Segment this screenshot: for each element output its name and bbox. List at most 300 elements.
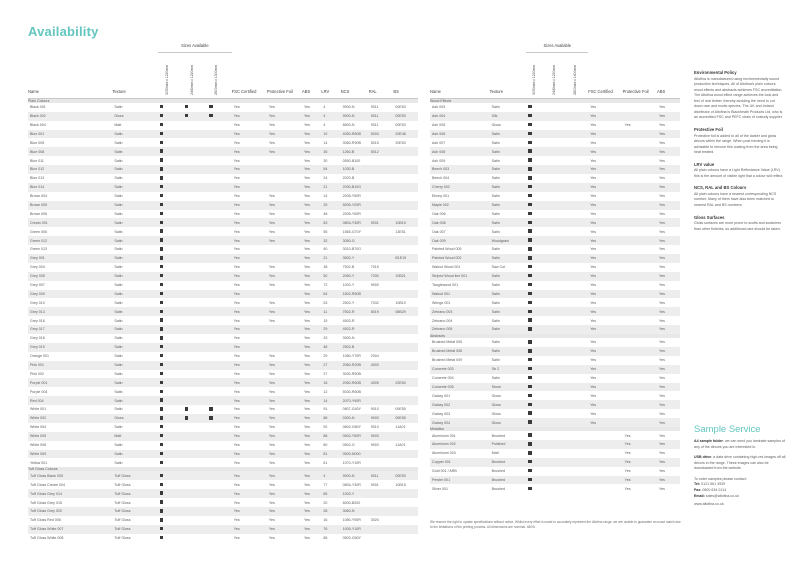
cell-size-1 xyxy=(526,440,547,449)
cell-abs: Yes xyxy=(302,343,321,352)
cell-size-1 xyxy=(158,370,183,379)
cell-size-1 xyxy=(158,290,183,299)
cell-size-3 xyxy=(568,254,589,263)
cell-ral: 4005 xyxy=(369,378,394,387)
cell-abs: Yes xyxy=(302,489,321,498)
cell-texture: Str 2 xyxy=(490,365,527,374)
availability-marker xyxy=(528,238,531,241)
cell-name: Ash 008 xyxy=(430,147,490,156)
cell-size-1 xyxy=(526,245,547,254)
cell-name: Green 012 xyxy=(28,236,112,245)
cell-name: Painted Wood 005 xyxy=(432,247,462,252)
cell-texture: Brushed xyxy=(490,458,527,467)
cell-ral: 9011 xyxy=(369,112,394,121)
col-sizes-group: Sizes Available xyxy=(526,44,588,52)
cell-size-1 xyxy=(158,387,183,396)
availability-marker xyxy=(528,265,531,268)
table-row xyxy=(430,183,680,192)
cell-fsc: Yes xyxy=(590,393,597,398)
availability-marker xyxy=(160,416,163,419)
cell-foil xyxy=(267,343,302,352)
cell-foil xyxy=(623,316,657,325)
cell-texture: Satin xyxy=(491,211,500,216)
cell-size-3 xyxy=(568,263,589,272)
availability-marker xyxy=(528,167,531,170)
cell-abs: Yes xyxy=(304,425,310,430)
table-row xyxy=(430,356,680,365)
cell-name: White 001 xyxy=(30,407,47,412)
table-row xyxy=(430,431,680,440)
cell-size-3 xyxy=(207,396,232,405)
cell-size-3 xyxy=(207,236,232,245)
cell-foil xyxy=(623,374,657,383)
cell-size-3 xyxy=(568,325,589,334)
cell-size-1 xyxy=(158,525,183,534)
cell-name: Beech 004 xyxy=(432,176,450,181)
table-row xyxy=(28,423,418,432)
contact-line[interactable]: Email: sales@altofina.co.uk xyxy=(694,493,740,498)
cell-bs xyxy=(393,489,418,498)
availability-marker xyxy=(160,247,163,250)
cell-foil: Yes xyxy=(268,460,275,465)
cell-abs: Yes xyxy=(659,194,665,199)
cell-foil: Yes xyxy=(267,307,302,316)
cell-size-3 xyxy=(568,409,589,418)
availability-table-right xyxy=(430,44,680,493)
cell-size-1 xyxy=(158,245,183,254)
availability-marker xyxy=(160,292,163,295)
header-row-1 xyxy=(430,44,680,52)
cell-size-2 xyxy=(547,245,568,254)
cell-size-3 xyxy=(568,290,589,299)
cell-fsc: Yes xyxy=(233,318,240,323)
cell-size-1 xyxy=(526,449,547,458)
table-row xyxy=(28,138,418,147)
cell-name: Grey 016 xyxy=(30,318,45,323)
cell-ral: 9011 xyxy=(370,122,379,127)
cell-abs: Yes xyxy=(302,236,321,245)
cell-abs: Yes xyxy=(659,358,665,363)
cell-texture: Gloss xyxy=(491,411,501,416)
cell-fsc: Yes xyxy=(232,183,267,192)
cell-name: Black 002 xyxy=(28,112,112,121)
cell-ral: 9003 xyxy=(369,432,394,441)
cell-fsc: Yes xyxy=(588,325,622,334)
cell-foil xyxy=(623,418,657,427)
cell-foil xyxy=(623,112,657,121)
cell-size-2 xyxy=(547,130,568,139)
website-link[interactable]: www.altofina.co.uk xyxy=(694,502,724,507)
cell-bs xyxy=(393,316,418,325)
cell-name: Blue 001 xyxy=(28,130,112,139)
cell-abs: Yes xyxy=(304,122,310,127)
cell-bs xyxy=(393,281,418,290)
cell-texture: Satin xyxy=(490,290,527,299)
cell-size-1 xyxy=(526,281,547,290)
availability-marker xyxy=(160,345,163,348)
cell-lrv: 27 xyxy=(323,371,328,376)
cell-foil: Yes xyxy=(267,489,302,498)
col-fsc: FSC Certified xyxy=(232,44,267,98)
cell-bs xyxy=(393,516,418,525)
cell-lrv: 4 xyxy=(323,105,326,110)
cell-size-2 xyxy=(183,441,208,450)
cell-size-1 xyxy=(526,409,547,418)
cell-name: Walnut Wood 001 xyxy=(432,265,461,270)
availability-marker xyxy=(209,105,212,108)
table-row xyxy=(28,103,418,112)
cell-texture: Satin xyxy=(491,229,500,234)
cell-ncs: 8500-N xyxy=(342,122,355,127)
cell-name: Green 006 xyxy=(30,229,47,234)
cell-name: Galaxy 004 xyxy=(430,418,490,427)
cell-fsc: Yes xyxy=(590,247,597,252)
cell-lrv: 15 xyxy=(323,318,328,323)
cell-name: Ash 009 xyxy=(432,158,446,163)
sidebar-paragraph: All plain colours have a Light Reflectance Value (LRV) this is the amount of visible light that a colour will reflect. xyxy=(694,168,784,178)
cell-texture: Satin xyxy=(114,176,123,181)
cell-fsc: Yes xyxy=(590,229,597,234)
cell-ncs: 7502-B xyxy=(342,265,355,270)
cell-lrv: 80 xyxy=(323,443,328,448)
cell-foil xyxy=(267,165,302,174)
cell-foil: Yes xyxy=(268,354,275,359)
cell-size-1 xyxy=(526,183,547,192)
sample-service-item: USB drive: a data drive containing high-res images off all décors in the range. These images can also be downloaded from the website. xyxy=(694,455,786,471)
cell-size-3 xyxy=(568,218,589,227)
availability-marker xyxy=(160,283,163,286)
cell-foil xyxy=(623,236,657,245)
cell-size-1 xyxy=(526,156,547,165)
cell-size-2 xyxy=(547,484,568,493)
availability-marker xyxy=(528,256,531,259)
cell-size-3 xyxy=(568,338,589,347)
cell-bs: 08B29 xyxy=(393,307,418,316)
cell-size-2 xyxy=(183,396,208,405)
cell-size-1 xyxy=(158,534,183,543)
cell-foil xyxy=(623,130,657,139)
cell-ral xyxy=(369,201,394,210)
cell-texture: Satin xyxy=(114,407,123,412)
cell-lrv: 76 xyxy=(321,525,340,534)
cell-ncs: 0502-G xyxy=(342,443,355,448)
cell-abs: Yes xyxy=(302,432,321,441)
cell-size-3 xyxy=(568,391,589,400)
cell-bs xyxy=(393,525,418,534)
cell-name: Oak 006 xyxy=(432,211,446,216)
cell-texture: Satin xyxy=(490,183,527,192)
cell-size-3 xyxy=(207,156,232,165)
cell-ral xyxy=(369,396,394,405)
cell-foil: Yes xyxy=(624,451,631,456)
cell-ncs: 3010-B70G xyxy=(342,247,362,252)
cell-size-1 xyxy=(158,352,183,361)
cell-name: Wenge 001 xyxy=(432,300,451,305)
cell-size-1 xyxy=(526,431,547,440)
cell-name: Ash 005 xyxy=(432,122,446,127)
cell-name: Blue 014 xyxy=(28,183,112,192)
table-row xyxy=(28,450,418,459)
cell-size-1 xyxy=(158,498,183,507)
cell-fsc: Yes xyxy=(588,112,622,121)
cell-foil xyxy=(267,334,302,343)
cell-size-3 xyxy=(207,361,232,370)
cell-foil: Yes xyxy=(268,371,275,376)
cell-foil: Yes xyxy=(267,450,302,459)
cell-lrv: 12 xyxy=(323,389,328,394)
cell-lrv: 38 xyxy=(323,265,328,270)
cell-ral xyxy=(369,370,394,379)
cell-bs xyxy=(393,245,418,254)
availability-marker xyxy=(528,158,531,161)
cell-size-2 xyxy=(547,236,568,245)
table-row xyxy=(28,254,418,263)
cell-ral xyxy=(369,458,394,467)
cell-ncs: 1002-Y xyxy=(342,283,355,288)
cell-abs: Yes xyxy=(657,112,680,121)
cell-foil xyxy=(623,174,657,183)
cell-size-3 xyxy=(207,480,232,489)
cell-foil: Yes xyxy=(268,229,275,234)
table-row xyxy=(430,290,680,299)
cell-abs: Yes xyxy=(302,290,321,299)
cell-bs: 10B21 xyxy=(393,272,418,281)
cell-lrv: 30 xyxy=(323,158,328,163)
cell-size-2 xyxy=(547,210,568,219)
size-label: 3050mm x 1220mm xyxy=(165,64,170,95)
sidebar-paragraph: Altofina is manufactured using environmentally sound production techniques. All of Altofina's plain colours, wood effects and abstracts achieves FSC accreditation. The Altofina wood effect range achieves the look and feel of real timber, thereby avoiding the need to cut down rare and exotic species. The UK and Ireland distributor of Altofina is Blackheath Products Ltd, who is an accredited FSC and PEFC chain of custody supplier. xyxy=(694,76,783,120)
cell-name: Galaxy 003 xyxy=(432,411,451,416)
cell-size-1 xyxy=(158,121,183,130)
cell-abs: Yes xyxy=(657,458,680,467)
cell-abs: Yes xyxy=(302,130,321,139)
availability-marker xyxy=(528,194,531,197)
cell-size-3 xyxy=(568,449,589,458)
cell-fsc: Yes xyxy=(232,489,267,498)
cell-bs xyxy=(393,534,418,543)
cell-bs xyxy=(393,325,418,334)
cell-size-3 xyxy=(207,489,232,498)
cell-size-2 xyxy=(183,263,208,272)
cell-foil: Yes xyxy=(267,361,302,370)
cell-foil xyxy=(623,383,657,392)
cell-texture: Satin xyxy=(112,290,158,299)
table-row xyxy=(28,352,418,361)
cell-size-1 xyxy=(526,210,547,219)
cell-fsc: Yes xyxy=(588,272,622,281)
cell-lrv: 54 xyxy=(321,165,340,174)
availability-marker xyxy=(209,416,212,419)
cell-foil: Yes xyxy=(267,201,302,210)
order-line: To order samples please contact: xyxy=(694,476,747,481)
cell-abs: Yes xyxy=(304,318,310,323)
col-bs: BS xyxy=(393,44,418,98)
cell-fsc: Yes xyxy=(590,140,597,145)
cell-texture: Woodgrain xyxy=(490,236,527,245)
cell-size-2 xyxy=(183,325,208,334)
cell-texture: Tuff Gloss xyxy=(112,507,158,516)
cell-name: Galaxy 001 xyxy=(432,393,451,398)
table-row xyxy=(28,396,418,405)
cell-abs: Yes xyxy=(302,147,321,156)
cell-lrv: 77 xyxy=(323,482,328,487)
section-label: Metallics xyxy=(430,427,680,431)
cell-texture: Satin xyxy=(114,318,123,323)
cell-size-3 xyxy=(207,458,232,467)
cell-foil: Yes xyxy=(267,378,302,387)
table-row xyxy=(28,334,418,343)
cell-name: Oak 007 xyxy=(432,229,446,234)
cell-lrv: 14 xyxy=(323,140,328,145)
cell-size-2 xyxy=(183,450,208,459)
cell-bs xyxy=(393,192,418,201)
cell-abs: Yes xyxy=(657,347,680,356)
cell-size-3 xyxy=(568,467,589,476)
availability-marker xyxy=(160,354,163,357)
cell-ral xyxy=(369,290,394,299)
cell-size-3 xyxy=(207,307,232,316)
cell-foil: Yes xyxy=(267,236,302,245)
cell-name: Oak 009 xyxy=(430,236,490,245)
cell-bs: 10B15 xyxy=(395,482,406,487)
cell-ncs: 9000-N xyxy=(341,471,369,480)
contact-line[interactable]: Tel: 0121 561 3939 xyxy=(694,482,726,487)
cell-lrv: 10 xyxy=(321,130,340,139)
availability-marker xyxy=(160,221,163,224)
availability-marker xyxy=(528,105,531,108)
cell-bs: 13E51 xyxy=(395,229,406,234)
cell-texture: Tuff Gloss xyxy=(114,518,131,523)
cell-ral: 9001 xyxy=(369,218,394,227)
cell-foil: Yes xyxy=(268,265,275,270)
cell-fsc: Yes xyxy=(232,201,267,210)
cell-bs: 10B19 xyxy=(395,300,406,305)
cell-lrv: 27 xyxy=(321,361,340,370)
cell-size-1 xyxy=(526,174,547,183)
cell-name: Beech 003 xyxy=(430,165,490,174)
cell-size-3 xyxy=(568,418,589,427)
cell-bs: 11A01 xyxy=(395,425,406,430)
cell-abs: Yes xyxy=(657,236,680,245)
size-label: 2440mm x 1220mm xyxy=(552,64,557,95)
availability-marker xyxy=(160,500,163,503)
cell-lrv: 4 xyxy=(321,471,340,480)
table-row xyxy=(28,534,418,543)
cell-size-3 xyxy=(207,210,232,219)
cell-size-3 xyxy=(568,458,589,467)
cell-size-3 xyxy=(207,423,232,432)
cell-ncs: 0550-B100 xyxy=(342,158,361,163)
cell-size-1 xyxy=(526,121,547,130)
availability-marker xyxy=(160,105,163,108)
cell-name: Blue 005 xyxy=(30,140,45,145)
cell-name: Brushed Metal 009 xyxy=(432,358,463,363)
table-row xyxy=(430,298,680,307)
sample-service-item: A4 sample folder: we can send you laminate samples of any of the décors you are interested in. xyxy=(694,439,785,449)
cell-name: Grey 005 xyxy=(28,272,112,281)
cell-size-3 xyxy=(568,103,589,112)
cell-bs: 11A01 xyxy=(395,443,406,448)
cell-size-2 xyxy=(547,449,568,458)
cell-size-3 xyxy=(207,272,232,281)
cell-size-3 xyxy=(568,400,589,409)
cell-lrv: 21 xyxy=(321,254,340,263)
availability-marker xyxy=(160,203,163,206)
cell-fsc xyxy=(588,484,622,493)
cell-ral: 7032 xyxy=(370,300,379,305)
cell-size-2 xyxy=(547,409,568,418)
cell-size-1 xyxy=(158,147,183,156)
cell-ral xyxy=(369,174,394,183)
cell-texture: Satin xyxy=(490,130,527,139)
cell-size-3 xyxy=(207,507,232,516)
cell-abs: Yes xyxy=(302,183,321,192)
cell-name: Purple 001 xyxy=(28,378,112,387)
table-row xyxy=(28,387,418,396)
cell-size-2 xyxy=(547,183,568,192)
cell-foil xyxy=(623,391,657,400)
cell-abs: Yes xyxy=(659,486,665,491)
cell-size-3 xyxy=(568,183,589,192)
table-row xyxy=(430,484,680,493)
availability-marker xyxy=(160,149,163,152)
contact-line[interactable]: Fax: 0800 634 0114 xyxy=(694,487,727,492)
cell-abs: Yes xyxy=(657,254,680,263)
availability-marker xyxy=(185,105,188,108)
cell-abs: Yes xyxy=(659,433,665,438)
cell-size-1 xyxy=(526,236,547,245)
cell-ncs: 4050-R80B xyxy=(341,130,369,139)
cell-ncs: 0502-Y50R xyxy=(341,432,369,441)
cell-bs: 00E53 xyxy=(395,105,406,110)
table-row xyxy=(430,272,680,281)
cell-size-2 xyxy=(547,263,568,272)
cell-ncs: 0807-G40Y xyxy=(342,407,362,412)
cell-size-2 xyxy=(183,165,208,174)
cell-ral xyxy=(369,489,394,498)
info-sidebar xyxy=(694,70,784,238)
cell-name: White 005 xyxy=(28,432,112,441)
availability-marker xyxy=(528,247,531,250)
cell-name: Brown 006 xyxy=(30,211,48,216)
cell-foil xyxy=(623,227,657,236)
cell-foil: Yes xyxy=(624,486,631,491)
cell-size-3 xyxy=(207,183,232,192)
cell-abs: Yes xyxy=(304,371,310,376)
cell-size-1 xyxy=(526,112,547,121)
cell-name: Striped Wood line 001 xyxy=(430,272,490,281)
cell-size-1 xyxy=(158,378,183,387)
table-row xyxy=(28,290,418,299)
cell-fsc: Yes xyxy=(590,300,597,305)
cell-ncs: 4502-R xyxy=(341,325,369,334)
cell-ral: 9001 xyxy=(370,482,379,487)
cell-size-3 xyxy=(207,352,232,361)
cell-name: Black 004 xyxy=(30,122,46,127)
cell-ncs: 2502-B xyxy=(341,343,369,352)
cell-ncs: 0500-N000 xyxy=(341,450,369,459)
cell-ncs: 2502-Y xyxy=(342,300,355,305)
cell-ncs: 6000-B200 xyxy=(342,500,361,505)
cell-fsc: Yes xyxy=(588,383,622,392)
table-row xyxy=(430,192,680,201)
cell-size-3 xyxy=(207,121,232,130)
cell-size-2 xyxy=(183,227,208,236)
cell-ncs: 3502-Y xyxy=(341,254,369,263)
cell-fsc: Yes xyxy=(233,105,240,110)
cell-texture: Satin xyxy=(114,283,123,288)
cell-ncs: 2050-R60B xyxy=(341,378,369,387)
